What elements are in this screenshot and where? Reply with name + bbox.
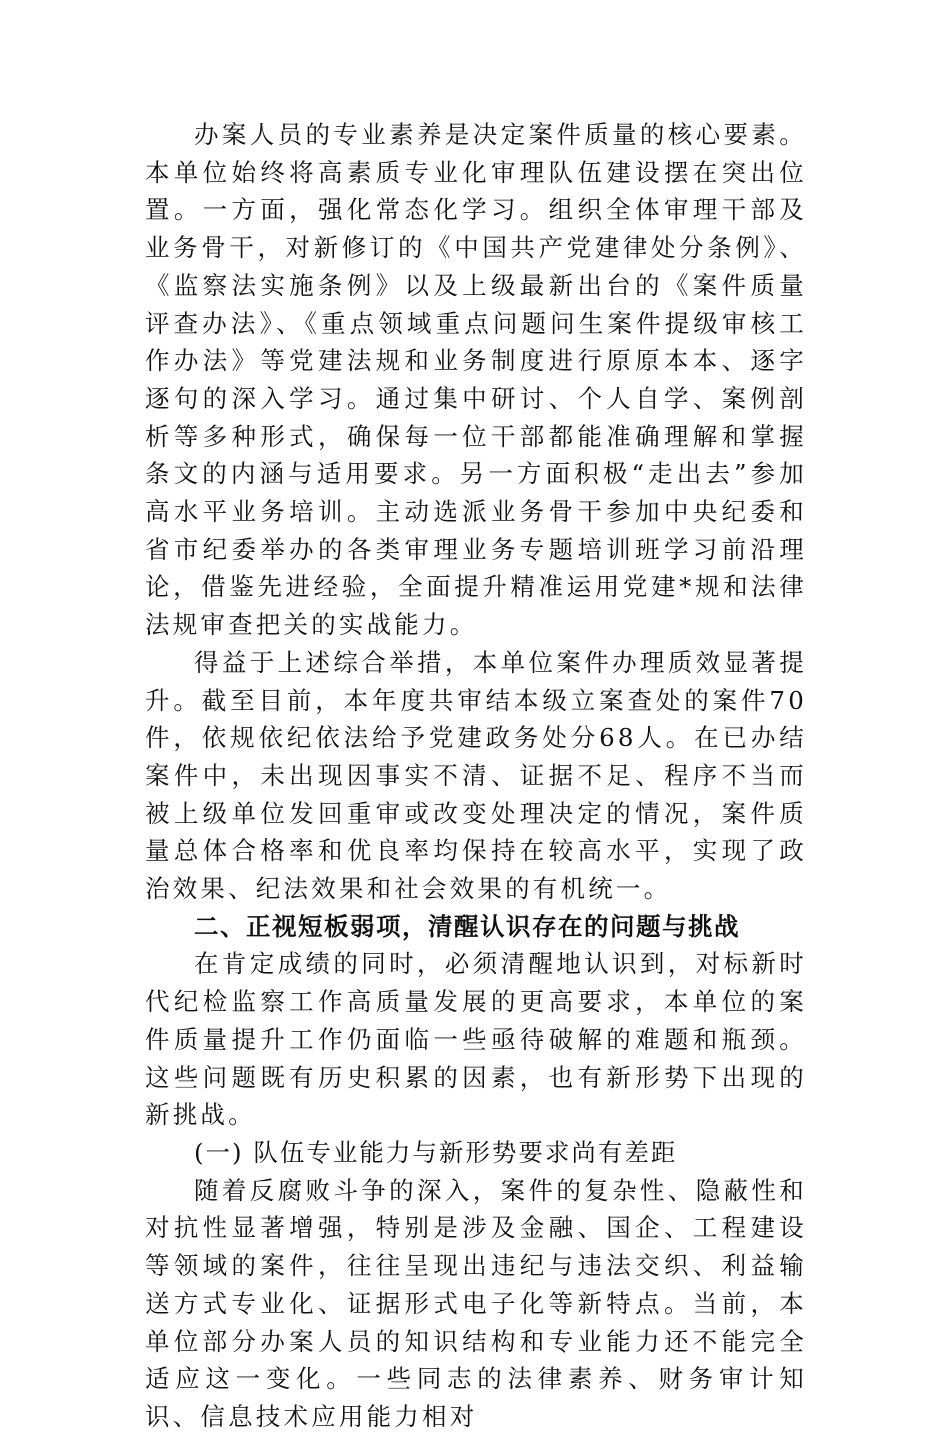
paragraph-team-building: 办案人员的专业素养是决定案件质量的核心要素。本单位始终将高素质专业化审理队伍建设摆在突出位置。一方面，强化常态化学习。组织全体审理干部及业务骨干，对新修订的《中国共产党建律处分条例》、《监察法实施条例》以及上级最新出台的《案件质量评查办法》、《重点领域重点问题问生案件提级审核工作办法》等党建法规和业务制度进行原原本本、逐字逐句的深入学习。通过集中研讨、个人自学、案例剖析等多种形式，确保每一位干部都能准确理解和掌握条文的内涵与适用要求。另一方面积极“走出去”参加高水平业务培训。主动选派业务骨干参加中央纪委和省市纪委举办的各类审理业务专题培训班学习前沿理论，借鉴先进经验，全面提升精准运用党建*规和法律法规审查把关的实战能力。 — [145, 120, 807, 640]
paragraph-team-capability: 随着反腐败斗争的深入，案件的复杂性、隐蔽性和对抗性显著增强，特别是涉及金融、国企、工程建设等领域的案件，往往呈现出违纪与违法交织、利益输送方式专业化、证据形式电子化等新特点。当前，本单位部分办案人员的知识结构和专业能力还不能完全适应这一变化。一些同志的法律素养、财务审计知识、信息技术应用能力相对 — [145, 1175, 807, 1431]
document-body — [145, 116, 807, 1436]
paragraph-results: 得益于上述综合举措，本单位案件办理质效显著提升。截至目前，本年度共审结本级立案查处的案件70件，依规依纪依法给予党建政务处分68人。在已办结案件中，未出现因事实不清、证据不足、程序不当而被上级单位发回重审或改变处理决定的情况，案件质量总体合格率和优良率均保持在较高水平，实现了政治效果、纪法效果和社会效果的有机统一。 — [145, 647, 807, 904]
paragraph-challenges-intro: 在肯定成绩的同时，必须清醒地认识到，对标新时代纪检监察工作高质量发展的更高要求，本单位的案件质量提升工作仍面临一些亟待破解的难题和瓶颈。这些问题既有历史积累的因素，也有新形势下出现的新挑战。 — [145, 949, 807, 1130]
section-heading-problems: 二、正视短板弱项，清醒认识存在的问题与挑战 — [194, 911, 740, 941]
subheading-team-capability: (一) 队伍专业能力与新形势要求尚有差距 — [194, 1137, 678, 1167]
